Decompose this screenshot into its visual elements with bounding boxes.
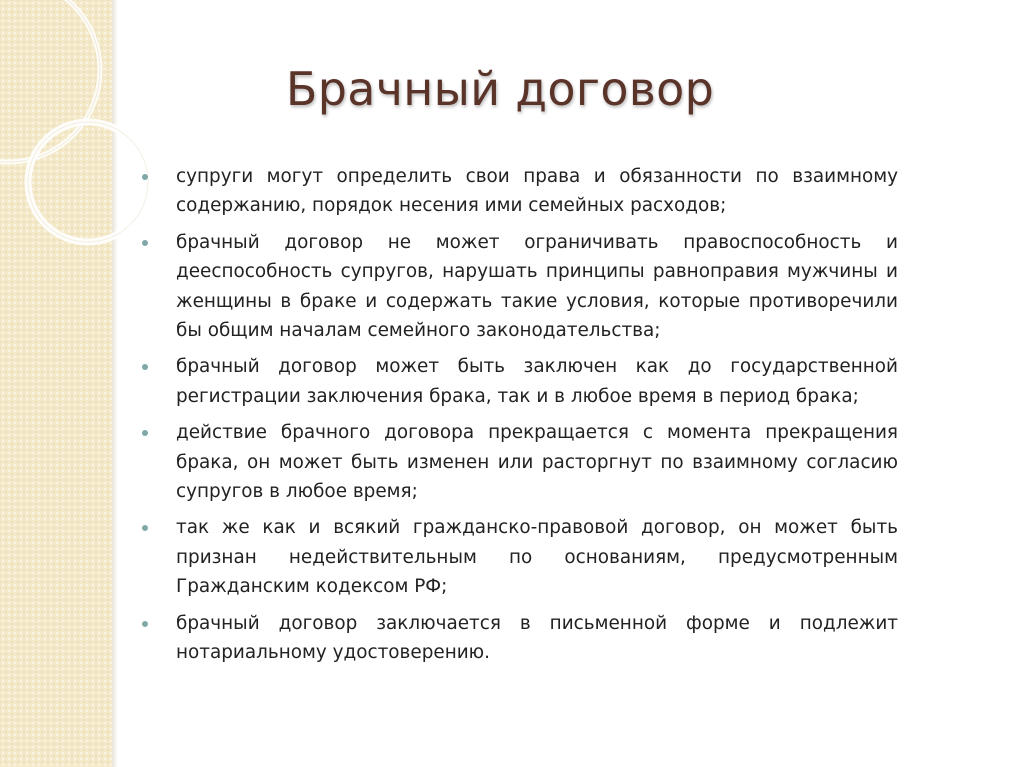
list-item	[142, 418, 898, 506]
list-item-text: супруги могут определить свои права и обязанности по взаимному содержанию, порядок несения ими семейных расходов;	[176, 166, 898, 217]
list-item	[142, 513, 898, 601]
bullet-dot-icon	[142, 364, 148, 370]
list-item-text: брачный договор может быть заключен как до государственной регистрации заключения брака, так и в любое время в период брака;	[176, 356, 898, 407]
list-item-text: брачный договор заключается в письменной форме и подлежит нотариальному удостоверению.	[176, 612, 898, 664]
bullet-dot-icon	[142, 240, 148, 246]
list-item	[142, 228, 898, 346]
decorative-rings-icon	[0, 0, 140, 260]
list-item-text: так же как и всякий гражданско-правовой договор, он может быть признан недействительным по основаниям, предусмотренным Гражданским кодексом РФ;	[176, 517, 898, 598]
slide-title: Брачный договор	[285, 62, 715, 116]
bullet-dot-icon	[142, 621, 148, 627]
list-item-text: брачный договор не может ограничивать правоспособность и дееспособность супругов, нарушать принципы равноправия мужчины и женщины в браке и содержать такие условия, которые противоречили бы общим началам семейного законодательства;	[176, 231, 898, 342]
list-item-text: действие брачного договора прекращается с момента прекращения брака, он может быть изменен или расторгнут по взаимному согласию супругов в любое время;	[176, 422, 898, 503]
list-item	[142, 352, 898, 411]
list-item	[142, 609, 898, 668]
bullet-list	[142, 162, 898, 675]
bullet-dot-icon	[142, 430, 148, 436]
list-item	[142, 162, 898, 221]
bullet-dot-icon	[142, 174, 148, 180]
bullet-dot-icon	[142, 525, 148, 531]
